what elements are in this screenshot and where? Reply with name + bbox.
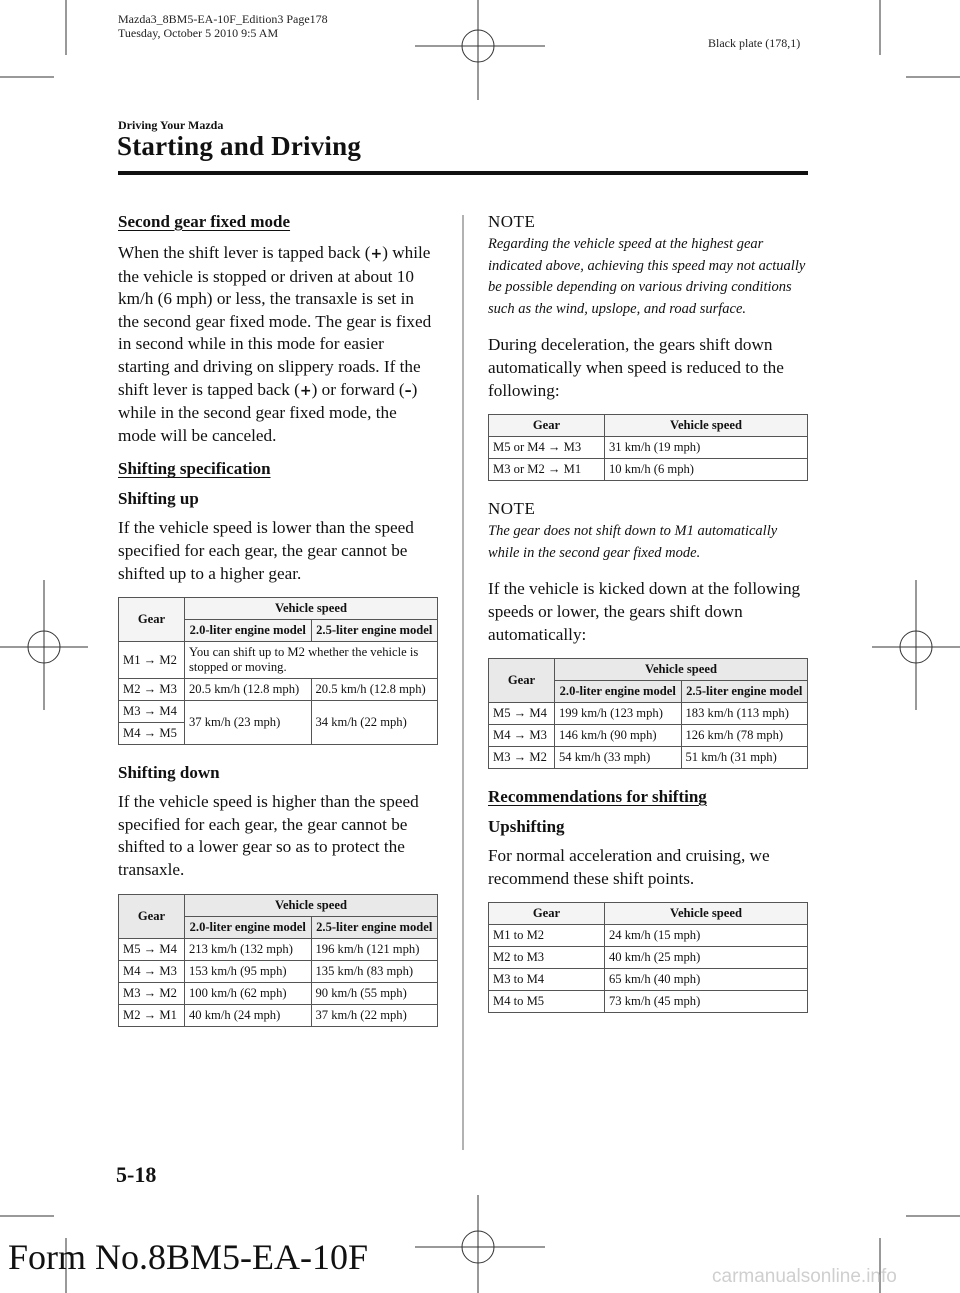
table-row (489, 947, 808, 969)
plus-icon: + (299, 382, 312, 399)
second-gear-paragraph (118, 242, 438, 447)
text-span: When the shift lever is tapped back ( (118, 243, 371, 262)
speed-cell: 37 km/h (23 mph) (185, 701, 312, 745)
gear-cell: M1 → M2 (119, 642, 185, 679)
col-gear: Gear (489, 415, 605, 437)
text-span: ) while the vehicle is stopped or driven at about 10 km/h (6 mph) or less, the transaxle is set in the second gear fixed mode. The gear is fixed in second while in this mode for easier starting and driving on slippery roads. If the shift lever is tapped back ( (118, 243, 432, 399)
kickdown-table (488, 658, 808, 769)
text-span: ) while in the second gear fixed mode, the mode will be canceled. (118, 379, 418, 445)
gear-cell: M3 or M2 → M1 (489, 459, 605, 481)
shift-up-text: If the vehicle speed is lower than the speed specified for each gear, the gear cannot be shifted up to a higher gear. (118, 518, 414, 583)
shift-down-heading: Shifting down (118, 763, 220, 783)
col-engine-25: 2.5-liter engine model (311, 916, 438, 938)
col-vehicle-speed: Vehicle speed (185, 894, 438, 916)
table-row (489, 991, 808, 1013)
col-engine-20: 2.0-liter engine model (185, 916, 312, 938)
gear-cell: M3 → M2 (489, 747, 555, 769)
note-text: The gear does not shift down to M1 automatically while in the second gear fixed mode. (488, 523, 778, 561)
minus-icon: – (404, 382, 412, 399)
shift-down-text: If the vehicle speed is higher than the speed specified for each gear, the gear cannot be shifted to a lower gear so as to protect the transaxle. (118, 792, 419, 879)
section-label: Driving Your Mazda (118, 118, 224, 132)
speed-cell: 20.5 km/h (12.8 mph) (185, 679, 312, 701)
table-row (489, 725, 808, 747)
gear-cell: M2 → M3 (119, 679, 185, 701)
speed-cell: 73 km/h (45 mph) (605, 991, 808, 1013)
recommend-heading: Recommendations for shifting (488, 787, 707, 807)
speed-cell: 20.5 km/h (12.8 mph) (311, 679, 438, 701)
text-span: ) or forward ( (311, 379, 405, 399)
speed-cell: 65 km/h (40 mph) (605, 969, 808, 991)
gear-cell: M2 → M1 (119, 1004, 185, 1026)
file-info (118, 12, 328, 40)
speed-cell: 199 km/h (123 mph) (555, 703, 682, 725)
deceleration-text: During deceleration, the gears shift down automatically when speed is reduced to the following: (488, 335, 784, 400)
table-row (119, 960, 438, 982)
table-row (119, 701, 438, 723)
file-line-1: Mazda3_8BM5-EA-10F_Edition3 Page178 (118, 12, 328, 26)
file-line-2: Tuesday, October 5 2010 9:5 AM (118, 26, 279, 40)
table-row (119, 642, 438, 679)
speed-cell: 37 km/h (22 mph) (311, 1004, 438, 1026)
table-row (489, 459, 808, 481)
gear-cell: M5 → M4 (119, 938, 185, 960)
gear-cell: M4 → M3 (119, 960, 185, 982)
gear-cell: M1 to M2 (489, 925, 605, 947)
gear-cell: M3 → M4 (119, 701, 185, 723)
title-rule (118, 171, 808, 175)
note-heading: NOTE (488, 212, 536, 231)
gear-cell: M3 to M4 (489, 969, 605, 991)
gear-cell: M4 → M3 (489, 725, 555, 747)
speed-cell: 126 km/h (78 mph) (681, 725, 808, 747)
speed-cell: 31 km/h (19 mph) (605, 437, 808, 459)
speed-cell: 213 km/h (132 mph) (185, 938, 312, 960)
plus-icon: + (370, 246, 383, 262)
shift-up-table (118, 597, 438, 745)
table-row (489, 437, 808, 459)
table-row (489, 969, 808, 991)
speed-cell: 51 km/h (31 mph) (681, 747, 808, 769)
gear-cell: M5 or M4 → M3 (489, 437, 605, 459)
speed-cell: 146 km/h (90 mph) (555, 725, 682, 747)
col-engine-20: 2.0-liter engine model (555, 681, 682, 703)
table-row (489, 703, 808, 725)
speed-cell: 100 km/h (62 mph) (185, 982, 312, 1004)
speed-cell: 34 km/h (22 mph) (311, 701, 438, 745)
page-number: 5-18 (116, 1162, 157, 1187)
col-gear: Gear (489, 903, 605, 925)
table-row (119, 982, 438, 1004)
upshift-table (488, 902, 808, 1013)
chapter-title: Starting and Driving (117, 131, 362, 161)
second-gear-heading: Second gear fixed mode (118, 212, 291, 231)
col-gear: Gear (119, 894, 185, 938)
speed-cell: 40 km/h (24 mph) (185, 1004, 312, 1026)
col-vehicle-speed: Vehicle speed (555, 659, 808, 681)
table-row (489, 747, 808, 769)
shift-down-table (118, 894, 438, 1027)
col-engine-25: 2.5-liter engine model (681, 681, 808, 703)
gear-cell: M2 to M3 (489, 947, 605, 969)
note-heading: NOTE (488, 499, 536, 519)
speed-cell: 183 km/h (113 mph) (681, 703, 808, 725)
gear-cell: M5 → M4 (489, 703, 555, 725)
table-row (119, 1004, 438, 1026)
speed-cell: 196 km/h (121 mph) (311, 938, 438, 960)
col-vehicle-speed: Vehicle speed (605, 903, 808, 925)
gear-cell: M4 to M5 (489, 991, 605, 1013)
upshift-heading: Upshifting (488, 817, 565, 837)
gear-cell: M3 → M2 (119, 982, 185, 1004)
watermark: carmanualsonline.info (712, 1266, 897, 1287)
kickdown-text: If the vehicle is kicked down at the following speeds or lower, the gears shift down automatically: (488, 579, 801, 644)
gear-cell: M4 → M5 (119, 723, 185, 745)
col-gear: Gear (119, 598, 185, 642)
upshift-text: For normal acceleration and cruising, we recommend these shift points. (488, 846, 770, 888)
shift-spec-heading: Shifting specification (118, 459, 271, 479)
speed-cell: 153 km/h (95 mph) (185, 960, 312, 982)
speed-cell: 40 km/h (25 mph) (605, 947, 808, 969)
table-row (119, 938, 438, 960)
right-column (488, 212, 808, 1031)
left-column (118, 212, 438, 1045)
deceleration-table (488, 414, 808, 481)
table-row (489, 925, 808, 947)
note-text: Regarding the vehicle speed at the highest gear indicated above, achieving this speed may not actually be possible depending on various driving conditions such as the wind, upslope, and road surface. (488, 236, 806, 317)
col-engine-20: 2.0-liter engine model (185, 620, 312, 642)
plate-label: Black plate (178,1) (708, 36, 801, 50)
speed-cell: You can shift up to M2 whether the vehicle is stopped or moving. (185, 642, 438, 679)
speed-cell: 54 km/h (33 mph) (555, 747, 682, 769)
col-gear: Gear (489, 659, 555, 703)
col-vehicle-speed: Vehicle speed (605, 415, 808, 437)
speed-cell: 90 km/h (55 mph) (311, 982, 438, 1004)
speed-cell: 24 km/h (15 mph) (605, 925, 808, 947)
table-row (119, 679, 438, 701)
col-engine-25: 2.5-liter engine model (311, 620, 438, 642)
shift-up-heading: Shifting up (118, 489, 199, 509)
col-vehicle-speed: Vehicle speed (185, 598, 438, 620)
speed-cell: 135 km/h (83 mph) (311, 960, 438, 982)
form-number: Form No.8BM5-EA-10F (8, 1237, 369, 1277)
speed-cell: 10 km/h (6 mph) (605, 459, 808, 481)
